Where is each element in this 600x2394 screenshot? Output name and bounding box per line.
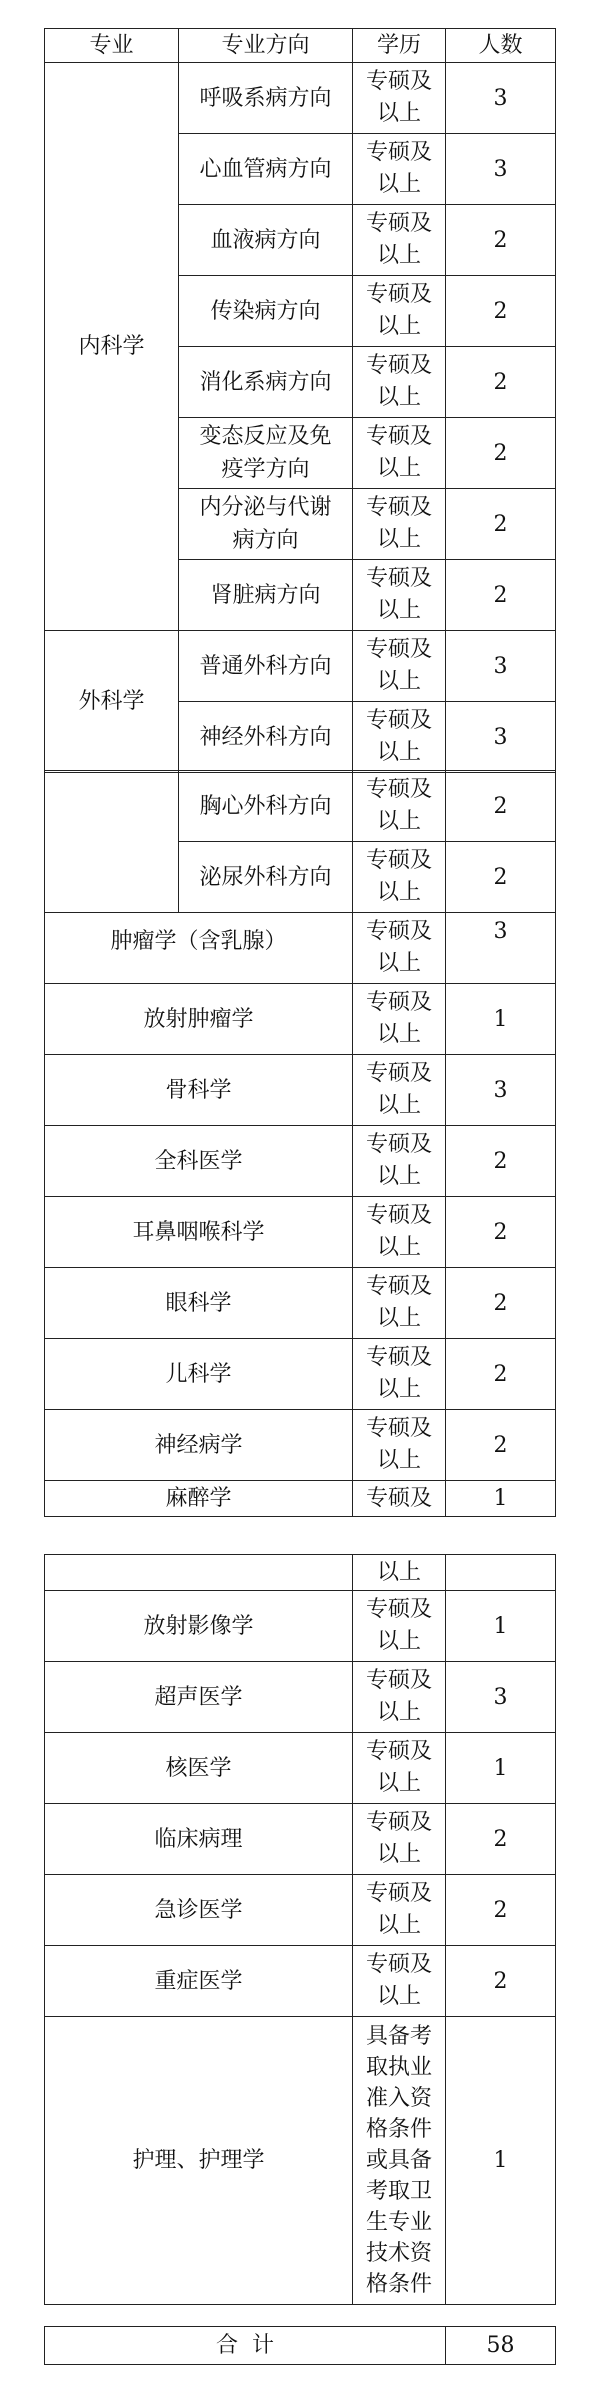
degree-cell	[353, 1946, 446, 2017]
degree-line: 以上	[376, 1093, 421, 1118]
table-row	[45, 771, 556, 842]
degree-cell	[353, 63, 446, 134]
degree-line: 以上	[376, 385, 421, 410]
degree-cell	[353, 631, 446, 702]
degree-line: 以上	[376, 1771, 421, 1796]
degree-line: 以上	[376, 456, 421, 481]
degree-line: 专硕及	[365, 919, 432, 944]
count-cell: 1	[446, 2017, 556, 2305]
table-row	[45, 1946, 556, 2017]
table-row	[45, 2017, 556, 2305]
table-row	[45, 1804, 556, 1875]
degree-cell	[353, 205, 446, 276]
count-cell: 2	[446, 347, 556, 418]
table-row	[45, 1410, 556, 1481]
header-degree: 学历	[353, 29, 446, 63]
degree-cell	[353, 347, 446, 418]
degree-line: 以上	[376, 1842, 421, 1867]
direction-cell: 血液病方向	[179, 205, 353, 276]
degree-line: 专硕及	[365, 1810, 432, 1835]
degree-line: 准入资	[365, 2086, 432, 2111]
degree-line: 以上	[376, 527, 421, 552]
count-cell: 2	[446, 418, 556, 489]
count-cell: 1	[446, 1733, 556, 1804]
degree-line: 以上	[376, 1235, 421, 1260]
count-cell: 2	[446, 1946, 556, 2017]
direction-cell: 心血管病方向	[179, 134, 353, 205]
degree-line: 以上	[376, 740, 421, 765]
major-cell: 耳鼻咽喉科学	[45, 1197, 353, 1268]
degree-cell	[353, 984, 446, 1055]
degree-cell	[353, 1591, 446, 1662]
major-cell: 核医学	[45, 1733, 353, 1804]
degree-cell	[353, 2017, 446, 2305]
degree-line: 以上	[376, 172, 421, 197]
total-row	[45, 2327, 556, 2365]
count-cell: 3	[446, 913, 556, 984]
count-cell: 3	[446, 134, 556, 205]
degree-line: 专硕及	[365, 353, 432, 378]
count-cell: 3	[446, 702, 556, 773]
major-cell: 护理、护理学	[45, 2017, 353, 2305]
table-row	[45, 1339, 556, 1410]
degree-cell	[353, 1126, 446, 1197]
header-row	[45, 29, 556, 63]
direction-cell: 内分泌与代谢病方向	[179, 489, 353, 560]
count-cell: 2	[446, 1410, 556, 1481]
table-row	[45, 1055, 556, 1126]
degree-line: 专硕及	[365, 1597, 432, 1622]
table-row	[45, 913, 556, 984]
degree-cell	[353, 1339, 446, 1410]
degree-line: 专硕及	[365, 1345, 432, 1370]
degree-line: 生专业	[365, 2210, 432, 2235]
count-cell: 3	[446, 63, 556, 134]
degree-line: 专硕及	[365, 1203, 432, 1228]
direction-cell: 传染病方向	[179, 276, 353, 347]
major-cell-continued	[45, 1555, 353, 1591]
direction-cell: 消化系病方向	[179, 347, 353, 418]
major-cell: 骨科学	[45, 1055, 353, 1126]
degree-cell	[353, 771, 446, 842]
degree-cell	[353, 1410, 446, 1481]
table-row	[45, 631, 556, 702]
staffing-table-part-1	[44, 28, 556, 773]
degree-line: 专硕及	[365, 1952, 432, 1977]
major-cell: 重症医学	[45, 1946, 353, 2017]
total-count: 58	[446, 2327, 556, 2365]
degree-line: 考取卫	[365, 2179, 432, 2204]
degree-line: 以上	[376, 598, 421, 623]
direction-cell: 呼吸系病方向	[179, 63, 353, 134]
degree-cell	[353, 842, 446, 913]
degree-cell	[353, 1197, 446, 1268]
count-cell: 2	[446, 842, 556, 913]
direction-cell: 神经外科方向	[179, 702, 353, 773]
degree-line: 专硕及	[365, 637, 432, 662]
count-cell: 2	[446, 1126, 556, 1197]
count-cell: 2	[446, 1339, 556, 1410]
degree-cell	[353, 134, 446, 205]
total-label: 合 计	[45, 2327, 446, 2365]
major-cell: 临床病理	[45, 1804, 353, 1875]
degree-line: 专硕及	[365, 282, 432, 307]
count-cell: 2	[446, 489, 556, 560]
major-cell: 急诊医学	[45, 1875, 353, 1946]
degree-line: 专硕及	[365, 1668, 432, 1693]
major-cell-continued	[45, 771, 179, 913]
table-row	[45, 1197, 556, 1268]
degree-line: 以上	[376, 1913, 421, 1938]
degree-line: 以上	[376, 880, 421, 905]
table-row	[45, 1126, 556, 1197]
table-row-continued	[45, 1555, 556, 1591]
table-row	[45, 63, 556, 134]
degree-line: 专硕及	[365, 1416, 432, 1441]
degree-line: 以上	[376, 951, 421, 976]
degree-line: 以上	[376, 243, 421, 268]
count-cell: 2	[446, 1804, 556, 1875]
degree-cell	[353, 1733, 446, 1804]
major-cell: 放射肿瘤学	[45, 984, 353, 1055]
degree-cell	[353, 913, 446, 984]
degree-line: 专硕及	[365, 990, 432, 1015]
degree-cell: 以上	[353, 1555, 446, 1591]
degree-cell: 专硕及	[353, 1481, 446, 1517]
degree-line: 专硕及	[365, 777, 432, 802]
major-cell: 内科学	[45, 63, 179, 631]
count-cell: 3	[446, 1662, 556, 1733]
degree-line: 具备考	[365, 2024, 432, 2049]
staffing-table-part-3	[44, 1554, 556, 2305]
degree-cell	[353, 560, 446, 631]
degree-line: 格条件	[365, 2117, 432, 2142]
header-count: 人数	[446, 29, 556, 63]
direction-cell: 泌尿外科方向	[179, 842, 353, 913]
table-row	[45, 1481, 556, 1517]
degree-line: 专硕及	[365, 1061, 432, 1086]
staffing-table-part-2	[44, 770, 556, 1517]
degree-line: 专硕及	[365, 848, 432, 873]
count-cell: 2	[446, 1197, 556, 1268]
degree-line: 以上	[376, 1377, 421, 1402]
degree-line: 以上	[376, 1164, 421, 1189]
degree-cell	[353, 276, 446, 347]
major-cell: 肿瘤学（含乳腺）	[45, 913, 353, 984]
degree-line: 以上	[376, 1448, 421, 1473]
count-cell: 1	[446, 1481, 556, 1517]
table-row	[45, 1591, 556, 1662]
count-cell: 2	[446, 1268, 556, 1339]
major-cell: 儿科学	[45, 1339, 353, 1410]
degree-cell	[353, 1268, 446, 1339]
degree-line: 或具备	[365, 2148, 432, 2173]
count-cell: 3	[446, 1055, 556, 1126]
table-row	[45, 1268, 556, 1339]
count-cell: 2	[446, 276, 556, 347]
count-cell: 3	[446, 631, 556, 702]
major-cell: 神经病学	[45, 1410, 353, 1481]
degree-line: 专硕及	[365, 1132, 432, 1157]
count-cell: 2	[446, 771, 556, 842]
count-cell: 2	[446, 1875, 556, 1946]
count-cell: 2	[446, 205, 556, 276]
degree-line: 以上	[376, 1306, 421, 1331]
degree-line: 以上	[376, 669, 421, 694]
direction-cell: 普通外科方向	[179, 631, 353, 702]
degree-line: 以上	[376, 1700, 421, 1725]
major-cell: 眼科学	[45, 1268, 353, 1339]
degree-cell	[353, 1662, 446, 1733]
header-direction: 专业方向	[179, 29, 353, 63]
major-cell: 放射影像学	[45, 1591, 353, 1662]
degree-line: 专硕及	[365, 1881, 432, 1906]
degree-line: 专硕及	[365, 211, 432, 236]
degree-cell	[353, 489, 446, 560]
degree-cell	[353, 418, 446, 489]
degree-line: 专硕及	[365, 424, 432, 449]
degree-line: 专硕及	[365, 708, 432, 733]
direction-cell: 变态反应及免疫学方向	[179, 418, 353, 489]
degree-line: 专硕及	[365, 140, 432, 165]
degree-line: 专硕及	[365, 495, 432, 520]
major-cell: 麻醉学	[45, 1481, 353, 1517]
table-row	[45, 1662, 556, 1733]
count-cell: 2	[446, 560, 556, 631]
table-row	[45, 1733, 556, 1804]
degree-line: 专硕及	[365, 566, 432, 591]
degree-line: 以上	[376, 809, 421, 834]
major-cell: 超声医学	[45, 1662, 353, 1733]
surgery-group	[45, 631, 556, 773]
table-row	[45, 1875, 556, 1946]
table-row	[45, 984, 556, 1055]
degree-line: 专硕及	[365, 1274, 432, 1299]
degree-line: 以上	[376, 101, 421, 126]
degree-line: 以上	[376, 1022, 421, 1047]
degree-line: 专硕及	[365, 1739, 432, 1764]
count-cell-continued	[446, 1555, 556, 1591]
degree-line: 以上	[376, 1629, 421, 1654]
internal-medicine-group	[45, 63, 556, 631]
degree-cell	[353, 702, 446, 773]
count-cell: 1	[446, 1591, 556, 1662]
count-cell: 1	[446, 984, 556, 1055]
header-major: 专业	[45, 29, 179, 63]
degree-line: 以上	[376, 1984, 421, 2009]
degree-cell	[353, 1875, 446, 1946]
total-table	[44, 2326, 556, 2365]
degree-line: 取执业	[365, 2055, 432, 2080]
degree-cell	[353, 1804, 446, 1875]
direction-cell: 胸心外科方向	[179, 771, 353, 842]
major-cell: 全科医学	[45, 1126, 353, 1197]
major-cell: 外科学	[45, 631, 179, 773]
direction-cell: 肾脏病方向	[179, 560, 353, 631]
degree-line: 以上	[376, 314, 421, 339]
degree-cell	[353, 1055, 446, 1126]
degree-line: 技术资	[365, 2241, 432, 2266]
degree-line: 格条件	[365, 2272, 432, 2297]
degree-line: 专硕及	[365, 69, 432, 94]
